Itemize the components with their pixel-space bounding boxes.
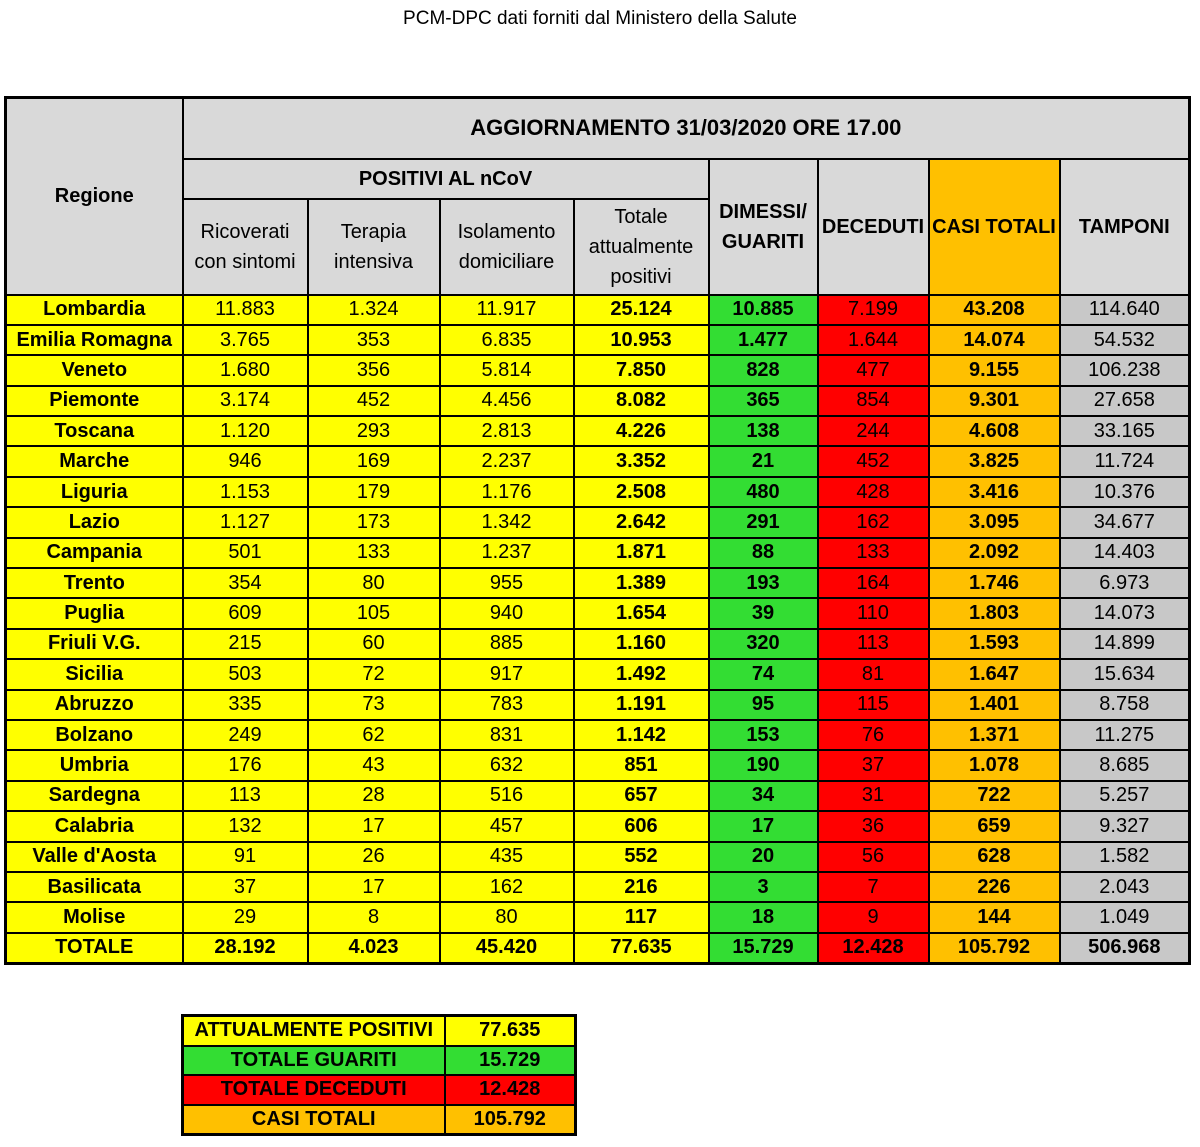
col-header-dimessi: DIMESSI/ GUARITI bbox=[709, 159, 818, 295]
cell-terapia: 62 bbox=[308, 720, 440, 750]
cell-isolamento: 5.814 bbox=[440, 355, 574, 385]
cell-totale: 1.389 bbox=[574, 568, 709, 598]
cell-dimessi: 3 bbox=[709, 872, 818, 902]
cell-totale: 1.142 bbox=[574, 720, 709, 750]
cell-tamponi: 14.403 bbox=[1060, 538, 1190, 568]
cell-deceduti: 162 bbox=[818, 507, 929, 537]
cell-casi: 43.208 bbox=[929, 295, 1060, 325]
cell-dimessi: 365 bbox=[709, 386, 818, 416]
cell-isolamento: 955 bbox=[440, 568, 574, 598]
cell-tamponi: 8.685 bbox=[1060, 750, 1190, 780]
col-header-totale-positivi: Totale attualmente positivi bbox=[574, 199, 709, 295]
summary-row bbox=[183, 1075, 576, 1105]
cell-regione: Basilicata bbox=[6, 872, 183, 902]
cell-dimessi: 95 bbox=[709, 690, 818, 720]
summary-value: 105.792 bbox=[445, 1105, 576, 1135]
cell-tamponi: 10.376 bbox=[1060, 477, 1190, 507]
cell-casi: 144 bbox=[929, 902, 1060, 932]
cell-totale: 216 bbox=[574, 872, 709, 902]
table-row bbox=[6, 842, 1190, 872]
cell-regione: Umbria bbox=[6, 750, 183, 780]
cell-ricoverati: 176 bbox=[183, 750, 308, 780]
cell-regione: Toscana bbox=[6, 416, 183, 446]
cell-isolamento: 632 bbox=[440, 750, 574, 780]
cell-totale: 552 bbox=[574, 842, 709, 872]
col-header-tamponi: TAMPONI bbox=[1060, 159, 1190, 295]
cell-regione: Marche bbox=[6, 446, 183, 476]
cell-isolamento: 1.237 bbox=[440, 538, 574, 568]
cell-tamponi: 1.582 bbox=[1060, 842, 1190, 872]
cell-casi: 3.416 bbox=[929, 477, 1060, 507]
page-title: PCM-DPC dati forniti dal Ministero della Salute bbox=[403, 8, 797, 29]
table-row bbox=[6, 568, 1190, 598]
cell-ricoverati: 354 bbox=[183, 568, 308, 598]
cell-terapia: 1.324 bbox=[308, 295, 440, 325]
cell-tamponi: 114.640 bbox=[1060, 295, 1190, 325]
cell-deceduti: 81 bbox=[818, 659, 929, 689]
cell-tamponi: 506.968 bbox=[1060, 933, 1190, 963]
cell-terapia: 17 bbox=[308, 872, 440, 902]
cell-terapia: 80 bbox=[308, 568, 440, 598]
cell-dimessi: 153 bbox=[709, 720, 818, 750]
table-row bbox=[6, 750, 1190, 780]
cell-regione: Valle d'Aosta bbox=[6, 842, 183, 872]
cell-totale: 117 bbox=[574, 902, 709, 932]
cell-tamponi: 8.758 bbox=[1060, 690, 1190, 720]
cell-terapia: 356 bbox=[308, 355, 440, 385]
cell-terapia: 17 bbox=[308, 811, 440, 841]
cell-deceduti: 37 bbox=[818, 750, 929, 780]
table-body bbox=[6, 295, 1190, 964]
cell-terapia: 28 bbox=[308, 781, 440, 811]
cell-tamponi: 2.043 bbox=[1060, 872, 1190, 902]
cell-isolamento: 831 bbox=[440, 720, 574, 750]
summary-value: 12.428 bbox=[445, 1075, 576, 1105]
cell-ricoverati: 1.153 bbox=[183, 477, 308, 507]
cell-isolamento: 457 bbox=[440, 811, 574, 841]
cell-ricoverati: 609 bbox=[183, 598, 308, 628]
table-row bbox=[6, 872, 1190, 902]
cell-regione: Puglia bbox=[6, 598, 183, 628]
summary-row bbox=[183, 1046, 576, 1076]
table-row bbox=[6, 902, 1190, 932]
cell-dimessi: 138 bbox=[709, 416, 818, 446]
cell-totale: 851 bbox=[574, 750, 709, 780]
cell-terapia: 105 bbox=[308, 598, 440, 628]
table-row bbox=[6, 811, 1190, 841]
cell-regione: Emilia Romagna bbox=[6, 325, 183, 355]
cell-isolamento: 80 bbox=[440, 902, 574, 932]
cell-isolamento: 2.813 bbox=[440, 416, 574, 446]
table-row bbox=[6, 477, 1190, 507]
cell-tamponi: 15.634 bbox=[1060, 659, 1190, 689]
cell-totale: 2.642 bbox=[574, 507, 709, 537]
cell-tamponi: 9.327 bbox=[1060, 811, 1190, 841]
table-row bbox=[6, 720, 1190, 750]
cell-totale: 25.124 bbox=[574, 295, 709, 325]
cell-isolamento: 783 bbox=[440, 690, 574, 720]
cell-terapia: 133 bbox=[308, 538, 440, 568]
cell-totale: 10.953 bbox=[574, 325, 709, 355]
cell-ricoverati: 503 bbox=[183, 659, 308, 689]
cell-ricoverati: 3.765 bbox=[183, 325, 308, 355]
cell-deceduti: 452 bbox=[818, 446, 929, 476]
cell-dimessi: 39 bbox=[709, 598, 818, 628]
cell-casi: 2.092 bbox=[929, 538, 1060, 568]
cell-terapia: 72 bbox=[308, 659, 440, 689]
cell-terapia: 353 bbox=[308, 325, 440, 355]
table-row bbox=[6, 386, 1190, 416]
cell-deceduti: 244 bbox=[818, 416, 929, 446]
cell-totale: 1.191 bbox=[574, 690, 709, 720]
cell-casi: 14.074 bbox=[929, 325, 1060, 355]
cell-tamponi: 11.275 bbox=[1060, 720, 1190, 750]
cell-regione: Lazio bbox=[6, 507, 183, 537]
summary-label: TOTALE GUARITI bbox=[183, 1046, 445, 1076]
cell-casi: 1.803 bbox=[929, 598, 1060, 628]
cell-casi: 105.792 bbox=[929, 933, 1060, 963]
cell-tamponi: 14.899 bbox=[1060, 629, 1190, 659]
cell-tamponi: 6.973 bbox=[1060, 568, 1190, 598]
cell-deceduti: 477 bbox=[818, 355, 929, 385]
table-row bbox=[6, 355, 1190, 385]
cell-ricoverati: 91 bbox=[183, 842, 308, 872]
cell-regione: Friuli V.G. bbox=[6, 629, 183, 659]
cell-deceduti: 7 bbox=[818, 872, 929, 902]
summary-row bbox=[183, 1105, 576, 1135]
cell-regione: Bolzano bbox=[6, 720, 183, 750]
cell-terapia: 26 bbox=[308, 842, 440, 872]
cell-dimessi: 291 bbox=[709, 507, 818, 537]
cell-regione: Veneto bbox=[6, 355, 183, 385]
cell-casi: 628 bbox=[929, 842, 1060, 872]
summary-label: ATTUALMENTE POSITIVI bbox=[183, 1016, 445, 1046]
cell-regione: Sardegna bbox=[6, 781, 183, 811]
cell-regione: Calabria bbox=[6, 811, 183, 841]
cell-dimessi: 34 bbox=[709, 781, 818, 811]
cell-isolamento: 516 bbox=[440, 781, 574, 811]
table-row bbox=[6, 325, 1190, 355]
cell-terapia: 60 bbox=[308, 629, 440, 659]
table-row bbox=[6, 659, 1190, 689]
cell-isolamento: 6.835 bbox=[440, 325, 574, 355]
cell-tamponi: 11.724 bbox=[1060, 446, 1190, 476]
cell-terapia: 452 bbox=[308, 386, 440, 416]
cell-totale: 606 bbox=[574, 811, 709, 841]
cell-dimessi: 21 bbox=[709, 446, 818, 476]
cell-regione: TOTALE bbox=[6, 933, 183, 963]
cell-tamponi: 5.257 bbox=[1060, 781, 1190, 811]
cell-totale: 1.654 bbox=[574, 598, 709, 628]
col-header-deceduti: DECEDUTI bbox=[818, 159, 929, 295]
cell-isolamento: 11.917 bbox=[440, 295, 574, 325]
cell-isolamento: 885 bbox=[440, 629, 574, 659]
cell-deceduti: 7.199 bbox=[818, 295, 929, 325]
cell-deceduti: 133 bbox=[818, 538, 929, 568]
cell-isolamento: 940 bbox=[440, 598, 574, 628]
cell-terapia: 173 bbox=[308, 507, 440, 537]
cell-deceduti: 12.428 bbox=[818, 933, 929, 963]
cell-deceduti: 428 bbox=[818, 477, 929, 507]
cell-totale: 1.160 bbox=[574, 629, 709, 659]
cell-regione: Sicilia bbox=[6, 659, 183, 689]
cell-deceduti: 76 bbox=[818, 720, 929, 750]
cell-dimessi: 88 bbox=[709, 538, 818, 568]
positivi-header: POSITIVI AL nCoV bbox=[183, 159, 709, 199]
cell-dimessi: 193 bbox=[709, 568, 818, 598]
cell-ricoverati: 11.883 bbox=[183, 295, 308, 325]
cell-dimessi: 20 bbox=[709, 842, 818, 872]
cell-ricoverati: 1.680 bbox=[183, 355, 308, 385]
cell-ricoverati: 1.120 bbox=[183, 416, 308, 446]
cell-casi: 1.078 bbox=[929, 750, 1060, 780]
cell-totale: 8.082 bbox=[574, 386, 709, 416]
cell-deceduti: 854 bbox=[818, 386, 929, 416]
cell-deceduti: 115 bbox=[818, 690, 929, 720]
cell-casi: 4.608 bbox=[929, 416, 1060, 446]
cell-deceduti: 164 bbox=[818, 568, 929, 598]
cell-dimessi: 10.885 bbox=[709, 295, 818, 325]
cell-dimessi: 17 bbox=[709, 811, 818, 841]
cell-deceduti: 113 bbox=[818, 629, 929, 659]
cell-tamponi: 27.658 bbox=[1060, 386, 1190, 416]
cell-regione: Liguria bbox=[6, 477, 183, 507]
col-header-isolamento: Isolamento domiciliare bbox=[440, 199, 574, 295]
cell-terapia: 4.023 bbox=[308, 933, 440, 963]
cell-ricoverati: 946 bbox=[183, 446, 308, 476]
cell-regione: Lombardia bbox=[6, 295, 183, 325]
cell-ricoverati: 501 bbox=[183, 538, 308, 568]
cell-casi: 1.746 bbox=[929, 568, 1060, 598]
summary-row bbox=[183, 1016, 576, 1046]
summary-label: CASI TOTALI bbox=[183, 1105, 445, 1135]
cell-casi: 9.155 bbox=[929, 355, 1060, 385]
cell-isolamento: 162 bbox=[440, 872, 574, 902]
total-row bbox=[6, 933, 1190, 963]
summary-table bbox=[181, 1014, 577, 1136]
summary-value: 15.729 bbox=[445, 1046, 576, 1076]
cell-tamponi: 34.677 bbox=[1060, 507, 1190, 537]
cell-totale: 3.352 bbox=[574, 446, 709, 476]
table-row bbox=[6, 295, 1190, 325]
cell-casi: 1.647 bbox=[929, 659, 1060, 689]
cell-terapia: 43 bbox=[308, 750, 440, 780]
table-row bbox=[6, 690, 1190, 720]
cell-isolamento: 4.456 bbox=[440, 386, 574, 416]
cell-regione: Campania bbox=[6, 538, 183, 568]
cell-casi: 1.371 bbox=[929, 720, 1060, 750]
cell-tamponi: 106.238 bbox=[1060, 355, 1190, 385]
covid-data-table bbox=[4, 96, 1191, 965]
cell-terapia: 73 bbox=[308, 690, 440, 720]
table-row bbox=[6, 629, 1190, 659]
cell-isolamento: 435 bbox=[440, 842, 574, 872]
cell-totale: 2.508 bbox=[574, 477, 709, 507]
cell-tamponi: 1.049 bbox=[1060, 902, 1190, 932]
region-header: Regione bbox=[6, 98, 183, 295]
cell-deceduti: 36 bbox=[818, 811, 929, 841]
cell-ricoverati: 3.174 bbox=[183, 386, 308, 416]
cell-casi: 3.095 bbox=[929, 507, 1060, 537]
cell-isolamento: 917 bbox=[440, 659, 574, 689]
cell-dimessi: 828 bbox=[709, 355, 818, 385]
cell-ricoverati: 215 bbox=[183, 629, 308, 659]
cell-regione: Trento bbox=[6, 568, 183, 598]
cell-deceduti: 9 bbox=[818, 902, 929, 932]
cell-isolamento: 45.420 bbox=[440, 933, 574, 963]
cell-ricoverati: 335 bbox=[183, 690, 308, 720]
cell-dimessi: 480 bbox=[709, 477, 818, 507]
table-row bbox=[6, 781, 1190, 811]
cell-totale: 1.492 bbox=[574, 659, 709, 689]
cell-casi: 9.301 bbox=[929, 386, 1060, 416]
cell-dimessi: 320 bbox=[709, 629, 818, 659]
cell-totale: 1.871 bbox=[574, 538, 709, 568]
col-header-casi-totali: CASI TOTALI bbox=[929, 159, 1060, 295]
cell-casi: 1.593 bbox=[929, 629, 1060, 659]
cell-dimessi: 1.477 bbox=[709, 325, 818, 355]
cell-dimessi: 190 bbox=[709, 750, 818, 780]
col-header-ricoverati: Ricoverati con sintomi bbox=[183, 199, 308, 295]
cell-casi: 659 bbox=[929, 811, 1060, 841]
cell-totale: 4.226 bbox=[574, 416, 709, 446]
cell-ricoverati: 1.127 bbox=[183, 507, 308, 537]
cell-totale: 77.635 bbox=[574, 933, 709, 963]
cell-terapia: 8 bbox=[308, 902, 440, 932]
cell-regione: Piemonte bbox=[6, 386, 183, 416]
cell-ricoverati: 132 bbox=[183, 811, 308, 841]
table-row bbox=[6, 538, 1190, 568]
table-row bbox=[6, 416, 1190, 446]
cell-deceduti: 1.644 bbox=[818, 325, 929, 355]
cell-deceduti: 110 bbox=[818, 598, 929, 628]
cell-deceduti: 56 bbox=[818, 842, 929, 872]
cell-tamponi: 33.165 bbox=[1060, 416, 1190, 446]
table-row bbox=[6, 446, 1190, 476]
summary-label: TOTALE DECEDUTI bbox=[183, 1075, 445, 1105]
table-row bbox=[6, 507, 1190, 537]
cell-totale: 7.850 bbox=[574, 355, 709, 385]
cell-ricoverati: 113 bbox=[183, 781, 308, 811]
cell-terapia: 169 bbox=[308, 446, 440, 476]
cell-isolamento: 1.342 bbox=[440, 507, 574, 537]
cell-ricoverati: 29 bbox=[183, 902, 308, 932]
cell-terapia: 293 bbox=[308, 416, 440, 446]
cell-totale: 657 bbox=[574, 781, 709, 811]
cell-dimessi: 15.729 bbox=[709, 933, 818, 963]
cell-isolamento: 1.176 bbox=[440, 477, 574, 507]
cell-deceduti: 31 bbox=[818, 781, 929, 811]
cell-dimessi: 74 bbox=[709, 659, 818, 689]
cell-regione: Abruzzo bbox=[6, 690, 183, 720]
cell-casi: 226 bbox=[929, 872, 1060, 902]
cell-tamponi: 54.532 bbox=[1060, 325, 1190, 355]
table-row bbox=[6, 598, 1190, 628]
cell-dimessi: 18 bbox=[709, 902, 818, 932]
cell-ricoverati: 37 bbox=[183, 872, 308, 902]
cell-ricoverati: 28.192 bbox=[183, 933, 308, 963]
update-heading: AGGIORNAMENTO 31/03/2020 ORE 17.00 bbox=[183, 98, 1190, 159]
cell-casi: 3.825 bbox=[929, 446, 1060, 476]
cell-regione: Molise bbox=[6, 902, 183, 932]
cell-ricoverati: 249 bbox=[183, 720, 308, 750]
cell-casi: 1.401 bbox=[929, 690, 1060, 720]
summary-value: 77.635 bbox=[445, 1016, 576, 1046]
cell-casi: 722 bbox=[929, 781, 1060, 811]
cell-terapia: 179 bbox=[308, 477, 440, 507]
col-header-terapia: Terapia intensiva bbox=[308, 199, 440, 295]
cell-tamponi: 14.073 bbox=[1060, 598, 1190, 628]
cell-isolamento: 2.237 bbox=[440, 446, 574, 476]
